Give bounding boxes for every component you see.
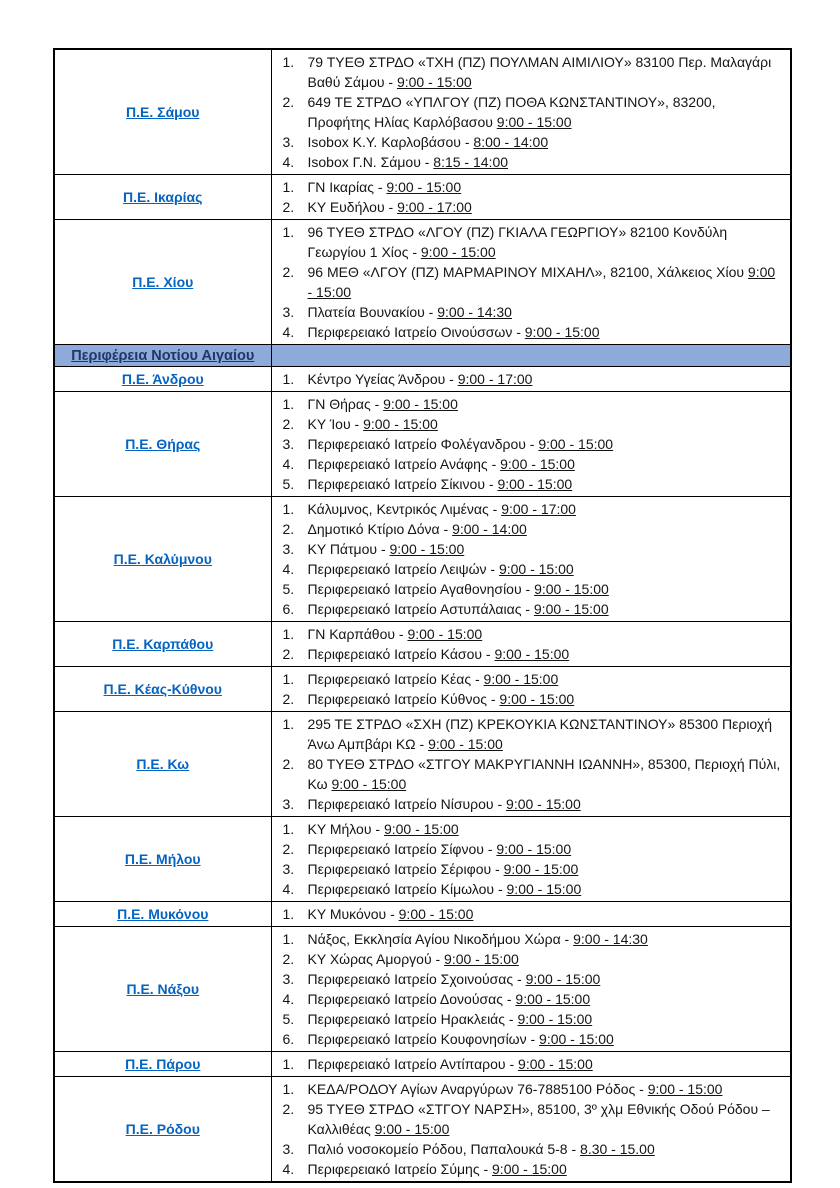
section-header-row (54, 345, 791, 367)
region-link[interactable]: Π.Ε. Νάξου (126, 980, 200, 997)
facility-time: 9:00 - 15:00 (428, 736, 503, 752)
facility-item (272, 519, 783, 539)
facility-item (272, 394, 783, 414)
facility-text: 96 ΤΥΕΘ ΣΤΡΔΟ «ΛΓΟΥ (ΠΖ) ΓΚΙΑΛΑ ΓΕΩΡΓΙΟΥ» 82100 Κονδύλη Γεωργίου 1 Χίος - (307, 224, 728, 260)
facility-text: Περιφερειακό Ιατρείο Νίσυρου - (307, 796, 507, 812)
facility-list (272, 929, 783, 1049)
region-link[interactable]: Π.Ε. Μήλου (124, 850, 201, 867)
facility-text: ΚΥ Ίου - (307, 416, 364, 432)
facility-item (272, 644, 783, 664)
facility-text: Περιφερειακό Ιατρείο Κέας - (307, 671, 484, 687)
facility-items-cell (271, 817, 791, 902)
facility-item (272, 929, 783, 949)
facility-item (272, 904, 783, 924)
region-row (54, 622, 791, 667)
facility-item (272, 669, 783, 689)
facility-list (272, 819, 783, 899)
facility-item (272, 624, 783, 644)
region-cell (54, 927, 271, 1052)
facility-text: Περιφερειακό Ιατρείο Αστυπάλαιας - (307, 601, 534, 617)
facility-list (272, 52, 783, 172)
facility-time: 9:00 - 15:00 (539, 1031, 614, 1047)
region-link[interactable]: Π.Ε. Άνδρου (121, 370, 204, 387)
facility-time: 9:00 - 15:00 (506, 796, 581, 812)
facility-item (272, 794, 783, 814)
facility-item (272, 539, 783, 559)
facility-item (272, 177, 783, 197)
facility-text: 649 ΤΕ ΣΤΡΔΟ «ΥΠΛΓΟΥ (ΠΖ) ΠΟΘΑ ΚΩΝΣΤΑΝΤΙΝΟΥ», 83200, Προφήτης Ηλίας Καρλόβασου (307, 94, 716, 130)
facility-time: 9:00 - 15:00 (483, 671, 559, 687)
facility-text: Περιφερειακό Ιατρείο Σύμης - (307, 1161, 493, 1177)
facility-list (272, 714, 783, 814)
region-row (54, 1077, 791, 1183)
region-link[interactable]: Π.Ε. Ρόδου (125, 1120, 200, 1137)
facility-list (272, 177, 783, 217)
facility-text: Περιφερειακό Ιατρείο Κίμωλου - (307, 881, 507, 897)
region-link[interactable]: Π.Ε. Χίου (132, 273, 194, 290)
region-row (54, 497, 791, 622)
facility-time: 9:00 - 15:00 (496, 841, 572, 857)
facility-item (272, 322, 783, 342)
facility-time: 9:00 - 15:00 (331, 776, 407, 792)
facility-item (272, 499, 783, 519)
region-link[interactable]: Π.Ε. Ικαρίας (123, 188, 203, 205)
facility-text: Περιφερειακό Ιατρείο Σίφνου - (307, 841, 497, 857)
facility-list (272, 222, 783, 342)
region-link[interactable]: Π.Ε. Σάμου (126, 103, 200, 120)
region-cell (54, 817, 271, 902)
facility-time: 9:00 - 14:00 (452, 521, 527, 537)
region-cell (54, 712, 271, 817)
facility-text: ΚΥ Ευδήλου - (307, 199, 398, 215)
facility-item (272, 197, 783, 217)
facility-text: Περιφερειακό Ιατρείο Ηρακλειάς - (307, 1011, 518, 1027)
facility-item (272, 474, 783, 494)
facility-time: 9:00 - 15:00 (398, 906, 474, 922)
facility-time: 9:00 - 15:00 (533, 601, 609, 617)
facility-text: 80 ΤΥΕΘ ΣΤΡΔΟ «ΣΤΓΟΥ ΜΑΚΡΥΓΙΑΝΝΗ ΙΩΑΝΝΗ», 85300, Περιοχή Πύλι, Κω (307, 756, 781, 792)
facility-item (272, 1054, 783, 1074)
facility-time: 9:00 - 15:00 (534, 581, 609, 597)
facility-items-cell (271, 49, 791, 175)
region-row (54, 220, 791, 345)
facility-items-cell (271, 392, 791, 497)
facility-text: Περιφερειακό Ιατρείο Σχοινούσας - (307, 971, 526, 987)
table-body (54, 49, 791, 1182)
facility-list (272, 394, 783, 494)
facility-text: 95 ΤΥΕΘ ΣΤΡΔΟ «ΣΤΓΟΥ ΝΑΡΣΗ», 85100, 3º χλμ Εθνικής Οδού Ρόδου – Καλλιθέας (307, 1101, 770, 1137)
facility-time: 9:00 - 14:30 (437, 304, 512, 320)
facility-items-cell (271, 1077, 791, 1183)
region-link[interactable]: Π.Ε. Κέας-Κύθνου (103, 680, 222, 697)
facility-item (272, 714, 783, 754)
facility-item (272, 1029, 783, 1049)
facility-items-cell (271, 622, 791, 667)
facility-items-cell (271, 712, 791, 817)
facility-item (272, 859, 783, 879)
facility-item (272, 92, 783, 132)
region-cell (54, 902, 271, 927)
region-cell (54, 1077, 271, 1183)
facility-items-cell (271, 220, 791, 345)
facility-time: 9:00 - 15:00 (496, 114, 572, 130)
facility-time: 9:00 - 15:00 (518, 1056, 593, 1072)
facility-text: Περιφερειακό Ιατρείο Φολέγανδρου - (307, 436, 539, 452)
facility-item (272, 152, 783, 172)
facility-item (272, 1079, 783, 1099)
facility-time: 9:00 - 15:00 (506, 881, 582, 897)
facility-time: 9:00 - 15:00 (499, 691, 575, 707)
facility-time: 9:00 - 15:00 (383, 821, 459, 837)
facility-item (272, 414, 783, 434)
facility-item (272, 369, 783, 389)
facility-item (272, 989, 783, 1009)
facility-time: 9:00 - 14:30 (573, 931, 648, 947)
facility-text: 79 ΤΥΕΘ ΣΤΡΔΟ «ΤΧΗ (ΠΖ) ΠΟΥΛΜΑΝ ΑΙΜΙΛΙΟΥ» 83100 Περ. Μαλαγάρι Βαθύ Σάμου - (307, 54, 772, 90)
facility-text: ΚΥ Πάτμου - (307, 541, 390, 557)
facility-list (272, 904, 783, 924)
region-row (54, 902, 791, 927)
facility-item (272, 754, 783, 794)
facility-time: 9:00 - 15:00 (500, 456, 575, 472)
facility-time: 9:00 - 15:00 (503, 861, 579, 877)
region-cell (54, 1052, 271, 1077)
region-row (54, 712, 791, 817)
facility-items-cell (271, 497, 791, 622)
region-row (54, 175, 791, 220)
facility-list (272, 624, 783, 664)
facility-text: Κέντρο Υγείας Άνδρου - (307, 371, 458, 387)
facility-item (272, 879, 783, 899)
region-row (54, 927, 791, 1052)
facility-text: Περιφερειακό Ιατρείο Κύθνος - (307, 691, 500, 707)
facility-text: ΓΝ Ικαρίας - (307, 179, 387, 195)
facility-item (272, 689, 783, 709)
region-row (54, 1052, 791, 1077)
facility-text: Περιφερειακό Ιατρείο Αντίπαρου - (307, 1056, 519, 1072)
facility-text: Δημοτικό Κτίριο Δόνα - (307, 521, 453, 537)
facility-list (272, 1079, 783, 1179)
facility-items-cell (271, 367, 791, 392)
region-link[interactable]: Π.Ε. Καρπάθου (112, 635, 214, 652)
facility-time: 9:00 - 17:00 (457, 371, 533, 387)
facility-items-cell (271, 175, 791, 220)
region-link[interactable]: Π.Ε. Καλύμνου (113, 550, 212, 567)
region-cell (54, 175, 271, 220)
facility-items-cell (271, 902, 791, 927)
facility-text: ΚΕΔΑ/ΡΟΔΟΥ Αγίων Αναργύρων 76-7885100 Ρόδος - (307, 1081, 648, 1097)
facility-time: 9:00 - 15:00 (647, 1081, 723, 1097)
facility-list (272, 1054, 783, 1074)
region-cell (54, 49, 271, 175)
facility-time: 9:00 - 15:00 (498, 561, 574, 577)
facility-text: Περιφερειακό Ιατρείο Κουφονησίων - (307, 1031, 540, 1047)
facility-list (272, 499, 783, 619)
facility-time: 8:15 - 14:00 (433, 154, 509, 170)
facility-text: Isobox Γ.Ν. Σάμου - (307, 154, 434, 170)
region-link[interactable]: Π.Ε. Πάρου (125, 1055, 201, 1072)
facility-text: Πλατεία Βουνακίου - (307, 304, 438, 320)
facility-time: 9:00 - 15:00 (444, 951, 519, 967)
region-row (54, 667, 791, 712)
facility-text: Περιφερειακό Ιατρείο Αγαθονησίου - (307, 581, 535, 597)
facility-text: Παλιό νοσοκομείο Ρόδου, Παπαλουκά 5-8 - (307, 1141, 581, 1157)
facility-item (272, 579, 783, 599)
facility-time: 9:00 - 17:00 (397, 199, 472, 215)
facility-time: 9:00 - 15:00 (374, 1121, 450, 1137)
facility-text: Περιφερειακό Ιατρείο Ανάφης - (307, 456, 501, 472)
facility-item (272, 599, 783, 619)
section-header-cell (54, 345, 271, 367)
facility-items-cell (271, 1052, 791, 1077)
facility-item (272, 949, 783, 969)
facility-time: 9:00 - 15:00 (497, 476, 573, 492)
facility-text: Περιφερειακό Ιατρείο Οινούσσων - (307, 324, 525, 340)
region-row (54, 367, 791, 392)
facility-time: 9:00 - 15:00 (538, 436, 614, 452)
facility-text: Κάλυμνος, Κεντρικός Λιμένας - (307, 501, 502, 517)
facility-time: 9:00 - 15:00 (407, 626, 483, 642)
facility-text: Περιφερειακό Ιατρείο Σίκινου - (307, 476, 498, 492)
region-cell (54, 497, 271, 622)
facility-time: 9:00 - 15:00 (307, 264, 776, 300)
facility-list (272, 369, 783, 389)
facility-item (272, 969, 783, 989)
facility-text: ΓΝ Θήρας - (307, 396, 384, 412)
facility-text: 295 ΤΕ ΣΤΡΔΟ «ΣΧΗ (ΠΖ) ΚΡΕΚΟΥΚΙΑ ΚΩΝΣΤΑΝΤΙΝΟΥ» 85300 Περιοχή Άνω Αμπβάρι ΚΩ - (307, 716, 772, 752)
facility-time: 9:00 - 15:00 (383, 396, 458, 412)
facility-item (272, 559, 783, 579)
region-cell (54, 667, 271, 712)
region-link[interactable]: Π.Ε. Μυκόνου (117, 905, 209, 922)
facility-text: ΚΥ Μήλου - (307, 821, 384, 837)
facility-time: 8.30 - 15.00 (580, 1141, 655, 1157)
facility-time: 9:00 - 15:00 (515, 991, 591, 1007)
facility-text: Περιφερειακό Ιατρείο Κάσου - (307, 646, 495, 662)
facility-items-cell (271, 667, 791, 712)
facility-time: 9:00 - 15:00 (363, 416, 438, 432)
facility-item (272, 1099, 783, 1139)
facility-item (272, 819, 783, 839)
facility-time: 8:00 - 14:00 (473, 134, 549, 150)
facility-item (272, 132, 783, 152)
region-cell (54, 622, 271, 667)
facility-item (272, 1139, 783, 1159)
facility-time: 9:00 - 15:00 (396, 74, 472, 90)
facility-time: 9:00 - 15:00 (525, 971, 601, 987)
region-link[interactable]: Π.Ε. Κω (136, 755, 190, 772)
facility-item (272, 839, 783, 859)
facility-time: 9:00 - 15:00 (386, 179, 462, 195)
section-header-empty-cell (271, 345, 791, 367)
facility-items-cell (271, 927, 791, 1052)
region-row (54, 817, 791, 902)
region-row (54, 49, 791, 175)
facility-item (272, 434, 783, 454)
facility-text: Περιφερειακό Ιατρείο Λειψών - (307, 561, 499, 577)
region-cell (54, 220, 271, 345)
health-units-table (53, 48, 792, 1183)
facility-item (272, 1159, 783, 1179)
region-cell (54, 392, 271, 497)
facility-item (272, 302, 783, 322)
region-row (54, 392, 791, 497)
facility-item (272, 454, 783, 474)
facility-text: Περιφερειακό Ιατρείο Δονούσας - (307, 991, 516, 1007)
facility-text: ΚΥ Μυκόνου - (307, 906, 399, 922)
facility-time: 9:00 - 15:00 (420, 244, 496, 260)
facility-text: Isobox Κ.Υ. Καρλοβάσου - (307, 134, 474, 150)
facility-item (272, 52, 783, 92)
facility-time: 9:00 - 15:00 (389, 541, 465, 557)
facility-text: 96 ΜΕΘ «ΛΓΟΥ (ΠΖ) ΜΑΡΜΑΡΙΝΟΥ ΜΙΧΑΗΛ», 82100, Χάλκειος Χίου (307, 264, 748, 280)
facility-text: Νάξος, Εκκλησία Αγίου Νικοδήμου Χώρα - (307, 931, 574, 947)
facility-item (272, 222, 783, 262)
facility-text: ΓΝ Καρπάθου - (307, 626, 408, 642)
facility-text: ΚΥ Χώρας Αμοργού - (307, 951, 445, 967)
region-link[interactable]: Π.Ε. Θήρας (125, 435, 201, 452)
facility-item (272, 262, 783, 302)
facility-time: 9:00 - 17:00 (501, 501, 576, 517)
region-cell (54, 367, 271, 392)
facility-time: 9:00 - 15:00 (524, 324, 600, 340)
facility-time: 9:00 - 15:00 (517, 1011, 593, 1027)
facility-item (272, 1009, 783, 1029)
facility-text: Περιφερειακό Ιατρείο Σέριφου - (307, 861, 504, 877)
facility-list (272, 669, 783, 709)
section-header-label: Περιφέρεια Νοτίου Αιγαίου (71, 347, 255, 364)
facility-time: 9:00 - 15:00 (494, 646, 570, 662)
facility-time: 9:00 - 15:00 (492, 1161, 567, 1177)
